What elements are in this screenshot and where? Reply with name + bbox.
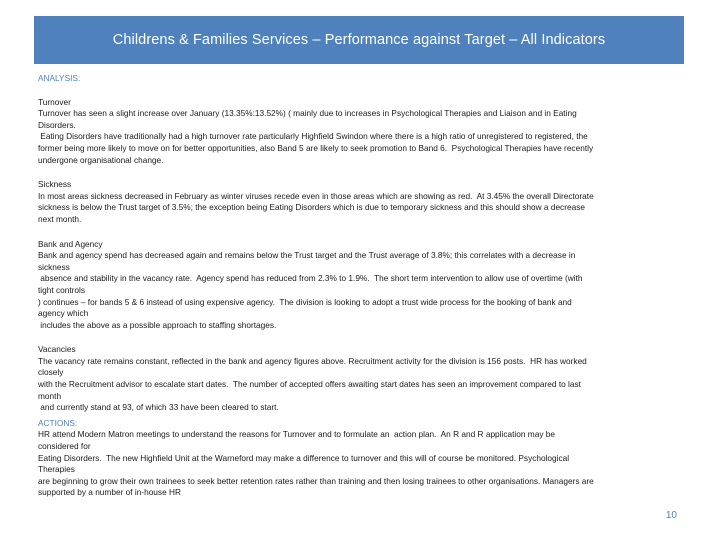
sickness-heading: Sickness (38, 179, 72, 190)
bank-agency-line: ) continues – for bands 5 & 6 instead of using expensive agency. The division is looking to adopt a trust wide process for the booking of bank and (38, 296, 572, 307)
bank-agency-section (38, 239, 684, 332)
sickness-line: next month. (38, 213, 82, 224)
bank-agency-line: agency which (38, 308, 89, 319)
actions-section (38, 418, 684, 499)
turnover-line: undergone organisational change. (38, 154, 164, 165)
slide-body (38, 73, 684, 499)
vacancies-line: month (38, 390, 62, 401)
sickness-section (38, 179, 684, 225)
slide-header (34, 16, 684, 64)
bank-agency-line: tight controls (38, 284, 86, 295)
vacancies-line: with the Recruitment advisor to escalate start dates. The number of accepted offers awaiting start dates has seen an improvement compared to last (38, 379, 581, 390)
slide-title: Childrens & Families Services – Performance against Target – All Indicators (112, 32, 606, 48)
vacancies-heading: Vacancies (38, 344, 76, 355)
actions-line: are beginning to grow their own trainees to seek better retention rates rather than training and then losing trainees to other organisations. Managers are (38, 475, 594, 486)
actions-line: Therapies (38, 464, 75, 475)
vacancies-section (38, 344, 684, 414)
bank-agency-line: sickness (38, 261, 70, 272)
actions-line: supported by a number of in-house HR (38, 487, 181, 498)
bank-agency-line: includes the above as a possible approach to staffing shortages. (38, 319, 277, 330)
turnover-heading: Turnover (38, 96, 71, 107)
actions-line: HR attend Modern Matron meetings to understand the reasons for Turnover and to formulate an action plan. An R and R application may be (38, 429, 556, 440)
analysis-label: ANALYSIS: (38, 73, 81, 83)
bank-agency-line: Bank and agency spend has decreased again and remains below the Trust target and the Trust average of 3.8%; this correlates with a decrease in (38, 250, 576, 261)
bank-agency-heading: Bank and Agency (38, 238, 103, 249)
turnover-line: former being more likely to move on for better opportunities, also Band 5 are likely to seek promotion to Band 6. Psychological Therapies have recently (38, 142, 594, 153)
turnover-section (38, 97, 684, 167)
sickness-line: sickness is below the Trust target of 3.5%; the exception being Eating Disorders which is due to temporary sickness and this should show a decrease (38, 202, 585, 213)
vacancies-line: and currently stand at 93, of which 33 have been cleared to start. (38, 402, 279, 413)
turnover-line: Eating Disorders have traditionally had a high turnover rate particularly Highfield Swindon where there is a high ratio of unregistered to registered, the (38, 131, 588, 142)
turnover-line: Turnover has seen a slight increase over January (13.35%:13.52%) ( mainly due to increases in Psychological Therapies and Liaison and in Eating (38, 108, 577, 119)
bank-agency-line: absence and stability in the vacancy rate. Agency spend has reduced from 2.3% to 1.9%. The short term intervention to allow use of overtime (with (38, 273, 583, 284)
vacancies-line: The vacancy rate remains constant, reflected in the bank and agency figures above. Recruitment activity for the division is 156 posts. HR has worked (38, 355, 587, 366)
actions-line: Eating Disorders. The new Highfield Unit at the Warneford may make a difference to turnover and this will of course be monitored. Psychological (38, 452, 570, 463)
turnover-line: Disorders. (38, 119, 76, 130)
page-number: 10 (665, 510, 677, 521)
sickness-line: In most areas sickness decreased in February as winter viruses recede even in those areas which are showing as red. At 3.45% the overall Directorate (38, 190, 594, 201)
vacancies-line: closely (38, 367, 64, 378)
actions-label: ACTIONS: (38, 417, 78, 428)
actions-line: considered for (38, 441, 91, 452)
